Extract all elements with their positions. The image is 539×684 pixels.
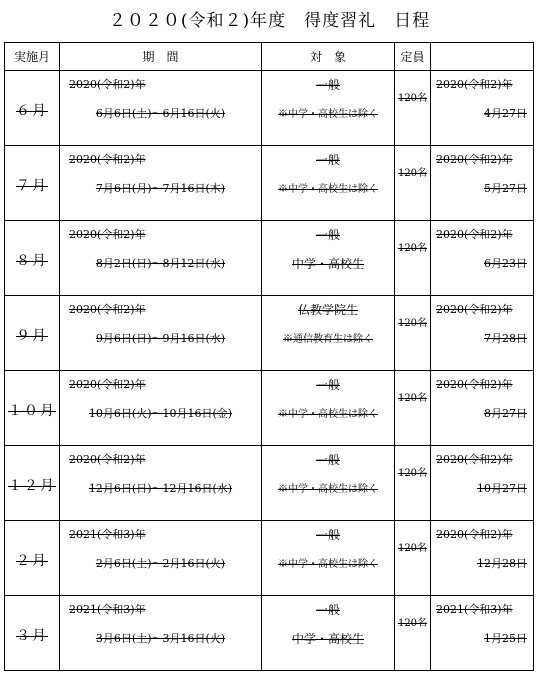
target-cell: [262, 446, 395, 521]
target-note-wrap: [262, 330, 394, 345]
target-note: ※中学・高校生は除く: [278, 109, 378, 120]
capacity-cell: [395, 521, 431, 596]
capacity-value: 120名: [397, 93, 428, 104]
target-cell: [262, 221, 395, 296]
target-cell: [262, 521, 395, 596]
period-range: 12月6日(日)～12月16日(水): [88, 482, 233, 495]
target-label: 一般: [315, 528, 340, 542]
period-range: 7月6日(月)～7月16日(木): [95, 182, 226, 195]
period-year: 2020(令和2)年: [69, 78, 146, 91]
target-label: 一般: [315, 228, 340, 242]
target-note-wrap: [262, 255, 394, 272]
target-cell: [262, 371, 395, 446]
month-cell: [5, 446, 60, 521]
target-note: ※中学・高校生は除く: [278, 484, 378, 495]
table-row: [5, 446, 534, 521]
capacity-cell: [395, 146, 431, 221]
target-wrap: [262, 301, 394, 318]
period-year: 2020(令和2)年: [69, 303, 146, 316]
deadline-cell: [431, 446, 534, 521]
target-wrap: [262, 151, 394, 168]
target-note: 中学・高校生: [291, 257, 364, 271]
period-range-wrap: [60, 480, 261, 496]
period-range: 9月6日(日)～9月16日(水): [95, 332, 226, 345]
period-range: 3月6日(土)～3月16日(火): [95, 632, 226, 645]
capacity-wrap: [395, 164, 430, 179]
table-row: [5, 296, 534, 371]
deadline-year: 2020(令和2)年: [436, 453, 513, 466]
page-title: ２０２０(令和２)年度 得度習礼 日程: [108, 11, 431, 31]
period-cell: [60, 296, 262, 371]
month-cell: [5, 71, 60, 146]
period-range: 6月6日(土)～6月16日(火): [95, 107, 226, 120]
month-label: １２月: [8, 478, 56, 494]
period-cell: [60, 371, 262, 446]
period-range-wrap: [60, 255, 261, 271]
month-label: ３月: [16, 628, 48, 644]
capacity-cell: [395, 296, 431, 371]
capacity-cell: [395, 446, 431, 521]
target-wrap: [262, 76, 394, 93]
period-cell: [60, 146, 262, 221]
deadline-cell: [431, 146, 534, 221]
target-note: ※通信教育生は除く: [283, 334, 373, 345]
capacity-value: 120名: [397, 318, 428, 329]
capacity-value: 120名: [397, 618, 428, 629]
target-label: 一般: [315, 153, 340, 167]
target-cell: [262, 596, 395, 671]
target-note-wrap: [262, 180, 394, 195]
month-label: ８月: [16, 253, 48, 269]
capacity-wrap: [395, 614, 430, 629]
deadline-cell: [431, 296, 534, 371]
capacity-value: 120名: [397, 543, 428, 554]
header-deadline: [431, 43, 534, 71]
table-row: [5, 596, 534, 671]
period-range-wrap: [60, 180, 261, 196]
capacity-wrap: [395, 389, 430, 404]
table-row: [5, 71, 534, 146]
header-capacity: 定員: [395, 43, 431, 71]
schedule-table: [4, 42, 534, 671]
target-label: 一般: [315, 378, 340, 392]
period-year: 2020(令和2)年: [69, 378, 146, 391]
table-row: [5, 146, 534, 221]
capacity-cell: [395, 596, 431, 671]
target-note-wrap: [262, 105, 394, 120]
capacity-wrap: [395, 464, 430, 479]
deadline-year: 2020(令和2)年: [436, 228, 513, 241]
capacity-cell: [395, 71, 431, 146]
target-label: 一般: [315, 603, 340, 617]
month-label: ２月: [16, 553, 48, 569]
period-cell: [60, 221, 262, 296]
header-month: 実施月: [5, 43, 60, 71]
target-cell: [262, 146, 395, 221]
target-note: ※中学・高校生は除く: [278, 559, 378, 570]
month-cell: [5, 371, 60, 446]
capacity-wrap: [395, 539, 430, 554]
target-note: ※中学・高校生は除く: [278, 409, 378, 420]
period-range: 8月2日(日)～8月12日(水): [95, 257, 226, 270]
target-note-wrap: [262, 480, 394, 495]
target-label: 仏教学院生: [297, 303, 358, 317]
table-row: [5, 221, 534, 296]
table-row: [5, 371, 534, 446]
period-range-wrap: [60, 555, 261, 571]
deadline-year: 2020(令和2)年: [436, 78, 513, 91]
target-label: 一般: [315, 78, 340, 92]
month-label: ９月: [16, 328, 48, 344]
target-cell: [262, 71, 395, 146]
month-cell: [5, 521, 60, 596]
deadline-year: 2020(令和2)年: [436, 378, 513, 391]
deadline-date: 10月27日: [477, 482, 527, 495]
period-range-wrap: [60, 405, 261, 421]
deadline-date: 12月28日: [477, 557, 527, 570]
capacity-value: 120名: [397, 243, 428, 254]
period-cell: [60, 521, 262, 596]
month-cell: [5, 596, 60, 671]
period-year: 2021(令和3)年: [69, 603, 146, 616]
header-target: 対 象: [262, 43, 395, 71]
table-row: [5, 521, 534, 596]
month-label: ７月: [16, 178, 48, 194]
month-label: １０月: [8, 403, 56, 419]
target-wrap: [262, 601, 394, 618]
period-range: 2月6日(土)～2月16日(火): [95, 557, 226, 570]
deadline-year: 2020(令和2)年: [436, 528, 513, 541]
deadline-cell: [431, 221, 534, 296]
target-wrap: [262, 451, 394, 468]
period-year: 2020(令和2)年: [69, 228, 146, 241]
period-range-wrap: [60, 330, 261, 346]
target-note-wrap: [262, 405, 394, 420]
period-cell: [60, 446, 262, 521]
capacity-cell: [395, 371, 431, 446]
deadline-cell: [431, 371, 534, 446]
capacity-wrap: [395, 239, 430, 254]
deadline-cell: [431, 521, 534, 596]
capacity-value: 120名: [397, 393, 428, 404]
target-wrap: [262, 376, 394, 393]
period-year: 2021(令和3)年: [69, 528, 146, 541]
deadline-date: 6月23日: [484, 257, 527, 270]
month-cell: [5, 296, 60, 371]
deadline-date: 8月27日: [484, 407, 527, 420]
target-note: 中学・高校生: [291, 632, 364, 646]
month-label: ６月: [16, 103, 48, 119]
header-row: [5, 43, 534, 71]
deadline-cell: [431, 71, 534, 146]
target-wrap: [262, 526, 394, 543]
deadline-year: 2020(令和2)年: [436, 303, 513, 316]
period-cell: [60, 596, 262, 671]
period-year: 2020(令和2)年: [69, 153, 146, 166]
target-wrap: [262, 226, 394, 243]
deadline-date: 5月27日: [484, 182, 527, 195]
deadline-year: 2020(令和2)年: [436, 153, 513, 166]
target-note-wrap: [262, 630, 394, 647]
period-range-wrap: [60, 630, 261, 646]
capacity-cell: [395, 221, 431, 296]
period-range: 10月6日(火)～10月16日(金): [88, 407, 233, 420]
capacity-wrap: [395, 89, 430, 104]
deadline-cell: [431, 596, 534, 671]
month-cell: [5, 146, 60, 221]
deadline-date: 4月27日: [484, 107, 527, 120]
deadline-date: 1月25日: [484, 632, 527, 645]
deadline-year: 2021(令和3)年: [436, 603, 513, 616]
target-note: ※中学・高校生は除く: [278, 184, 378, 195]
capacity-value: 120名: [397, 168, 428, 179]
period-cell: [60, 71, 262, 146]
capacity-wrap: [395, 314, 430, 329]
capacity-value: 120名: [397, 468, 428, 479]
month-cell: [5, 221, 60, 296]
deadline-date: 7月28日: [484, 332, 527, 345]
target-note-wrap: [262, 555, 394, 570]
period-range-wrap: [60, 105, 261, 121]
header-period: 期 間: [60, 43, 262, 71]
target-label: 一般: [315, 453, 340, 467]
target-cell: [262, 296, 395, 371]
period-year: 2020(令和2)年: [69, 453, 146, 466]
